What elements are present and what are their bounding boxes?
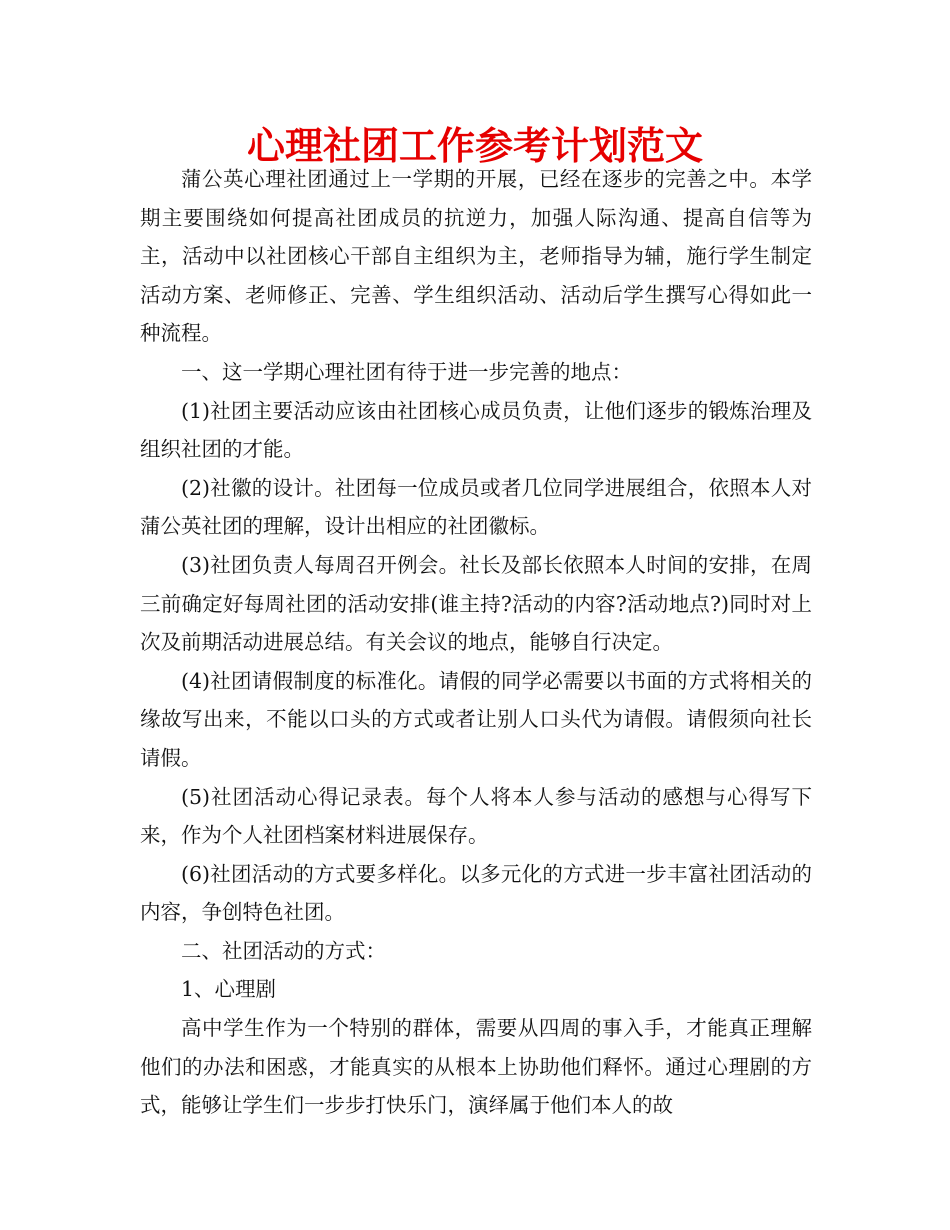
list-item-6: (6)社团活动的方式要多样化。以多元化的方式进一步丰富社团活动的内容，争创特色社团。 (140, 861, 812, 925)
subsection-heading-1: 1、心理剧 (181, 977, 277, 1002)
section-heading-1: 一、这一学期心理社团有待于进一步完善的地点： (181, 359, 632, 384)
document-title: 心理社团工作参考计划范文 (246, 124, 703, 168)
section-heading-2: 二、社团活动的方式： (181, 938, 386, 963)
list-item-3: (3)社团负责人每周召开例会。社长及部长依照本人时间的安排，在周三前确定好每周社团的活动安排(谁主持?活动的内容?活动地点?)同时对上次及前期活动进展总结。有关会议的地点，能够自行决定。 (140, 552, 812, 655)
list-item-1: (1)社团主要活动应该由社团核心成员负责，让他们逐步的锻炼治理及组织社团的才能。 (140, 398, 812, 462)
list-item-2: (2)社徽的设计。社团每一位成员或者几位同学进展组合，依照本人对蒲公英社团的理解，设计出相应的社团徽标。 (140, 475, 812, 539)
list-item-5: (5)社团活动心得记录表。每个人将本人参与活动的感想与心得写下来，作为个人社团档案材料进展保存。 (140, 784, 812, 848)
paragraph-intro: 蒲公英心理社团通过上一学期的开展，已经在逐步的完善之中。本学期主要围绕如何提高社团成员的抗逆力，加强人际沟通、提高自信等为主，活动中以社团核心干部自主组织为主，老师指导为辅，施行学生制定活动方案、老师修正、完善、学生组织活动、活动后学生撰写心得如此一种流程。 (140, 167, 812, 346)
document-body (140, 160, 812, 1125)
paragraph-psychodrama: 高中学生作为一个特别的群体，需要从四周的事入手，才能真正理解他们的办法和困惑，才能真实的从根本上协助他们释怀。通过心理剧的方式，能够让学生们一步步打快乐门，演绎属于他们本人的故 (140, 1016, 812, 1118)
list-item-4: (4)社团请假制度的标准化。请假的同学必需要以书面的方式将相关的缘故写出来，不能以口头的方式或者让别人口头代为请假。请假须向社长请假。 (140, 668, 812, 770)
